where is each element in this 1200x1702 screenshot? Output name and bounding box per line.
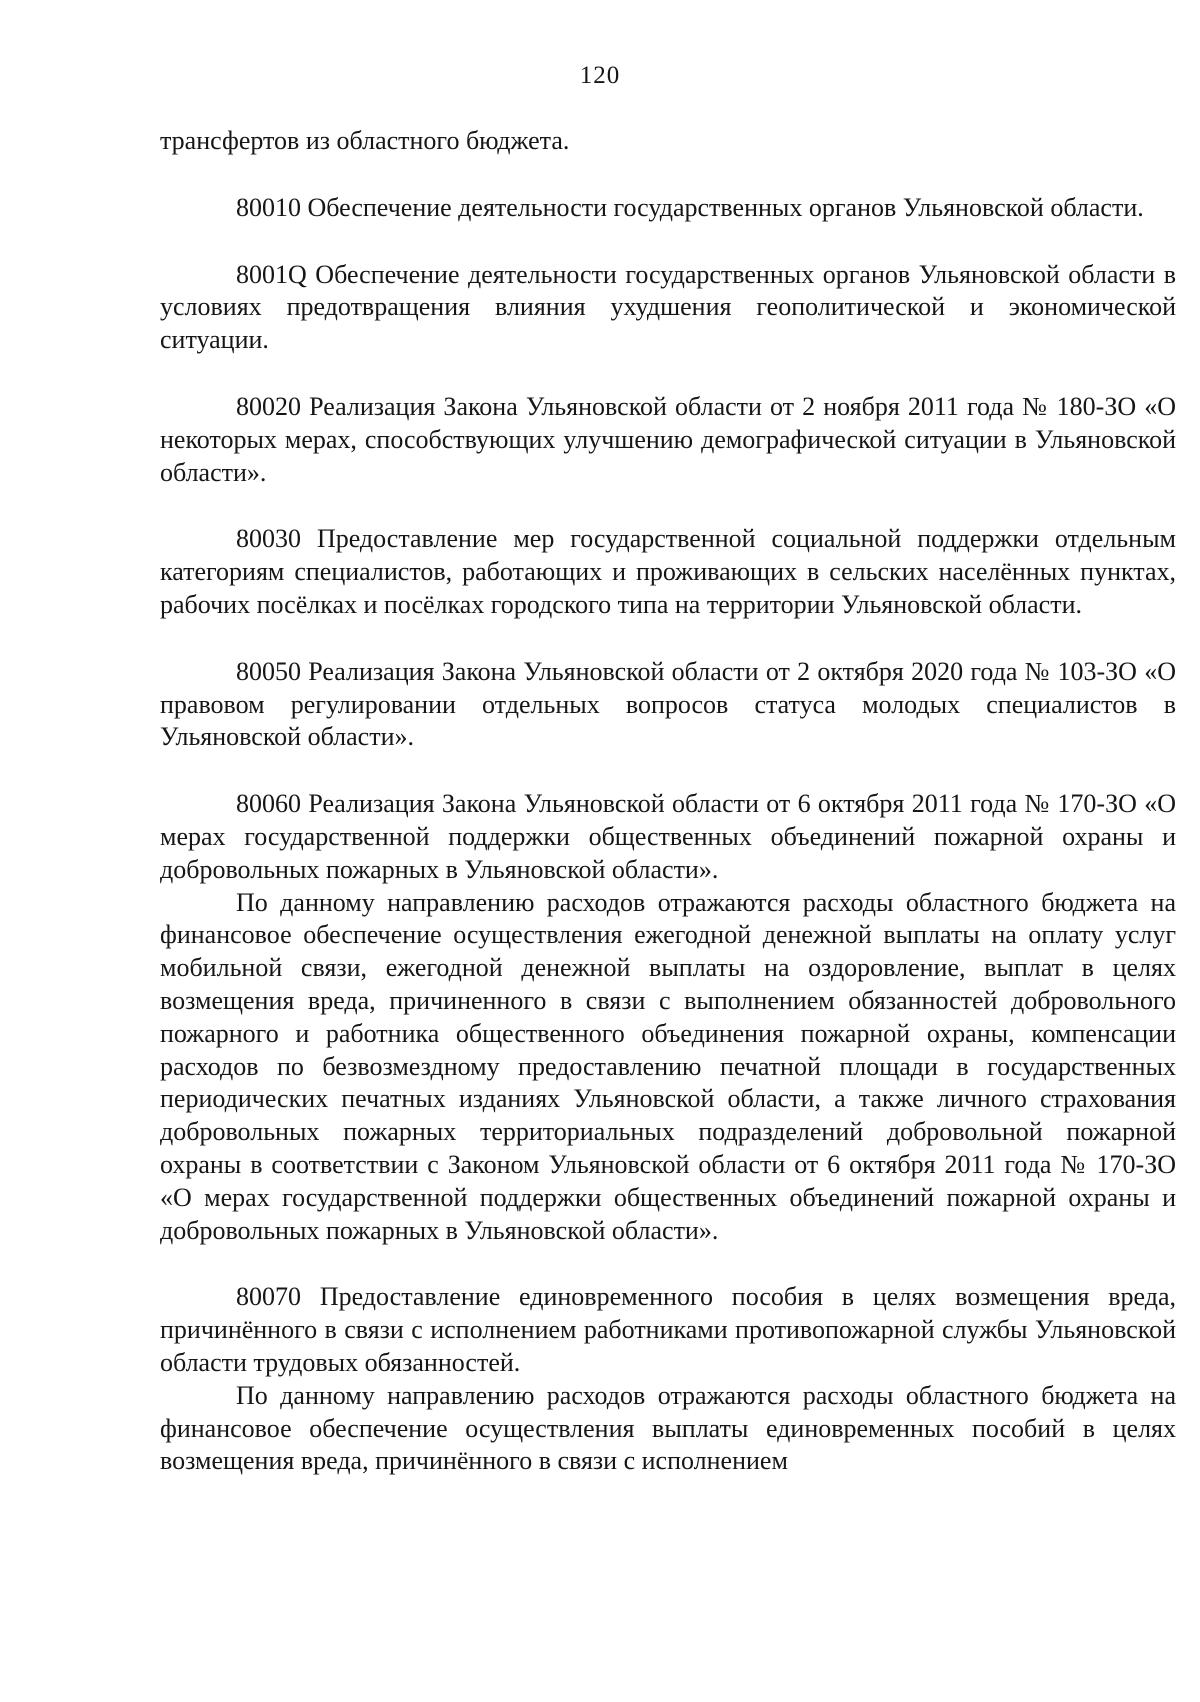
- paragraph-80020: 80020 Реализация Закона Ульяновской области от 2 ноября 2011 года № 180-ЗО «О некоторых мерах, способствующих улучшению демографической ситуации в Ульяновской области».: [160, 391, 1176, 487]
- paragraph-continuation: трансфертов из областного бюджета.: [160, 126, 570, 155]
- paragraph-80030: 80030 Предоставление мер государственной социальной поддержки отдельным категориям специалистов, работающих и проживающих в сельских населённых пунктах, рабочих посёлках и посёлках городского типа на территории Ульяновской области.: [160, 524, 1176, 619]
- paragraph-80010: 80010 Обеспечение деятельности государственных органов Ульяновской области.: [236, 192, 1144, 222]
- page-number: 120: [579, 62, 621, 89]
- paragraph-80050: 80050 Реализация Закона Ульяновской области от 2 октября 2020 года № 103-ЗО «О правовом регулировании отдельных вопросов статуса молодых специалистов в Ульяновской области».: [160, 656, 1176, 752]
- paragraph-80070-description: По данному направлению расходов отражаются расходы областного бюджета на финансовое обеспечение осуществления выплаты единовременных пособий в целях возмещения вреда, причинённого в связи с исполнением: [160, 1380, 1176, 1476]
- paragraph-80070: 80070 Предоставление единовременного пособия в целях возмещения вреда, причинённого в связи с исполнением работниками противопожарной службы Ульяновской области трудовых обязанностей.: [160, 1282, 1176, 1377]
- document-body: [160, 125, 1176, 1478]
- paragraph-80060: 80060 Реализация Закона Ульяновской области от 6 октября 2011 года № 170-ЗО «О мерах государственной поддержки общественных объединений пожарной охраны и добровольных пожарных в Ульяновской области».: [160, 789, 1176, 884]
- paragraph-80060-description: По данному направлению расходов отражаются расходы областного бюджета на финансовое обеспечение осуществления ежегодной денежной выплаты на оплату услуг мобильной связи, ежегодной денежной выплаты на оздоровление, выплат в целях возмещения вреда, причиненного в связи с выполнением обязанностей добровольного пожарного и работника общественного объединения пожарной охраны, компенсации расходов по безвозмездному предоставлению печатной площади в государственных периодических печатных изданиях Ульяновской области, а также личного страхования добровольных пожарных территориальных подразделений добровольной пожарной охраны в соответствии с Законом Ульяновской области от 6 октября 2011 года № 170-ЗО «О мерах государственной поддержки общественных объединений пожарной охраны и добровольных пожарных в Ульяновской области».: [160, 887, 1176, 1245]
- paragraph-8001q: 8001Q Обеспечение деятельности государственных органов Ульяновской области в условиях предотвращения влияния ухудшения геополитической и экономической ситуации.: [160, 259, 1176, 355]
